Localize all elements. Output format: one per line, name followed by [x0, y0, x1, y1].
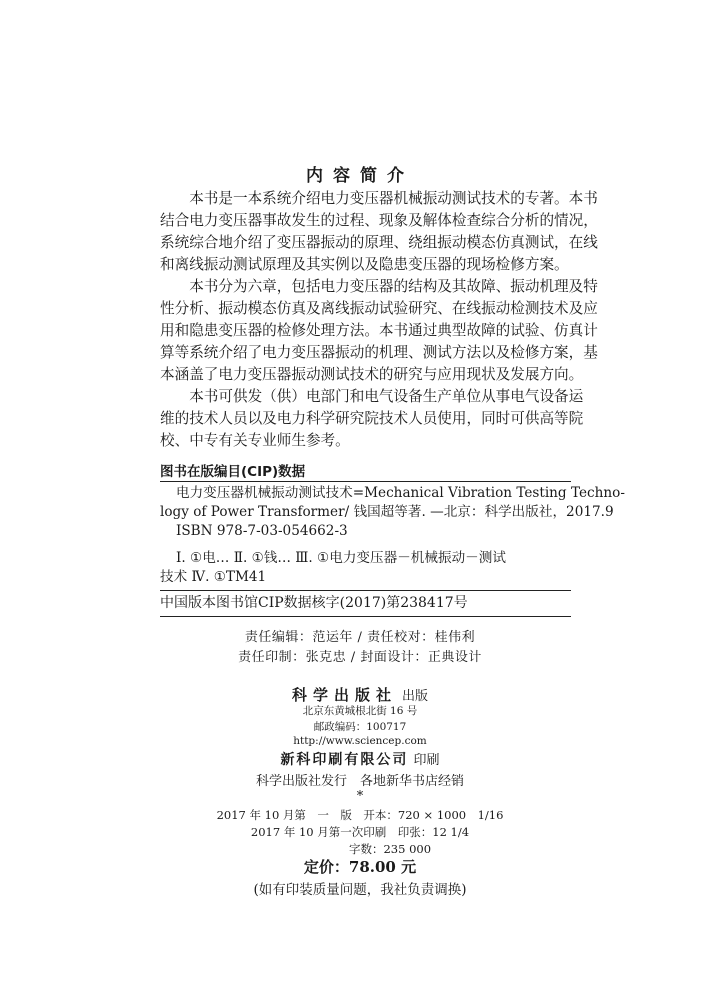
cip-mid-rule [160, 590, 571, 591]
cip-line: ISBN 978-7-03-054662-3 [176, 523, 348, 539]
intro-line: 算等系统介绍了电力变压器振动的机理、测试方法以及检修方案，基 [160, 344, 598, 361]
cip-top-rule [160, 481, 571, 482]
cip-line: 电力变压器机械振动测试技术=Mechanical Vibration Testing Techno- [176, 485, 625, 501]
page-title: 内容简介 [306, 166, 414, 186]
intro-text [160, 188, 598, 452]
print-credits: 责任印制：张克忠 / 封面设计：正典设计 [238, 650, 482, 665]
publisher-line [0, 684, 720, 705]
publisher-address: 北京东黄城根北街 16 号 [302, 705, 418, 717]
intro-line: 性分析、振动模态仿真及离线振动试验研究、在线振动检测技术及应 [160, 300, 598, 317]
publisher-postcode: 邮政编码：100717 [313, 721, 407, 733]
intro-line: 维的技术人员以及电力科学研究院技术人员使用，同时可供高等院 [160, 410, 584, 427]
publisher-url: http://www.sciencep.com [293, 735, 427, 747]
quality-note: (如有印装质量问题，我社负责调换) [253, 882, 467, 898]
intro-line: 用和隐患变压器的检修处理方法。本书通过典型故障的试验、仿真计 [160, 322, 598, 339]
edition-line: 2017 年 10 月第 一 版 开本：720 × 1000 1/16 [216, 808, 504, 822]
printing-line: 2017 年 10 月第一次印刷 印张：12 1/4 [250, 825, 470, 839]
cip-line: logy of Power Transformer/ 钱国超等著. —北京：科学出版社，2017.9 [160, 504, 614, 520]
intro-line: 本书可供发（供）电部门和电气设备生产单位从事电气设备运 [160, 388, 584, 405]
cip-line: Ⅰ. ①电… Ⅱ. ①钱… Ⅲ. ①电力变压器－机械振动－测试 [176, 550, 506, 566]
publisher-name: 科学出版社 [291, 686, 397, 704]
cip-heading: 图书在版编目(CIP)数据 [160, 464, 306, 480]
intro-line: 本书是一本系统介绍电力变压器机械振动测试技术的专著。本书 [160, 190, 598, 207]
price: 定价：78.00 元 [303, 858, 417, 876]
intro-line: 和离线振动测试原理及其实例以及隐患变压器的现场检修方案。 [160, 256, 569, 273]
printer-line [0, 749, 720, 769]
cip-number: 中国版本图书馆CIP数据核字(2017)第238417号 [160, 595, 468, 611]
cip-bottom-rule [160, 616, 571, 617]
intro-line: 结合电力变压器事故发生的过程、现象及解体检查综合分析的情况， [160, 212, 598, 229]
word-count: 字数：235 000 [348, 842, 432, 856]
intro-line: 本书分为六章，包括电力变压器的结构及其故障、振动机理及特 [160, 278, 598, 295]
printer-name: 新科印刷有限公司 [280, 752, 409, 768]
printer-suffix: 印刷 [413, 753, 440, 768]
cip-line: 技术 Ⅳ. ①TM41 [160, 569, 267, 585]
cip-record-block [160, 484, 625, 587]
editor-credits: 责任编辑：范运年 / 责任校对：桂伟利 [244, 630, 476, 645]
intro-line: 本涵盖了电力变压器振动测试技术的研究与应用现状及发展方向。 [160, 366, 584, 383]
intro-line: 校、中专有关专业师生参考。 [160, 432, 350, 449]
distribution: 科学出版社发行 各地新华书店经销 [255, 774, 464, 789]
publisher-suffix: 出版 [402, 689, 429, 704]
intro-line: 系统综合地介绍了变压器振动的原理、绕组振动模态仿真测试，在线 [160, 234, 598, 251]
separator-star: * [356, 789, 364, 804]
